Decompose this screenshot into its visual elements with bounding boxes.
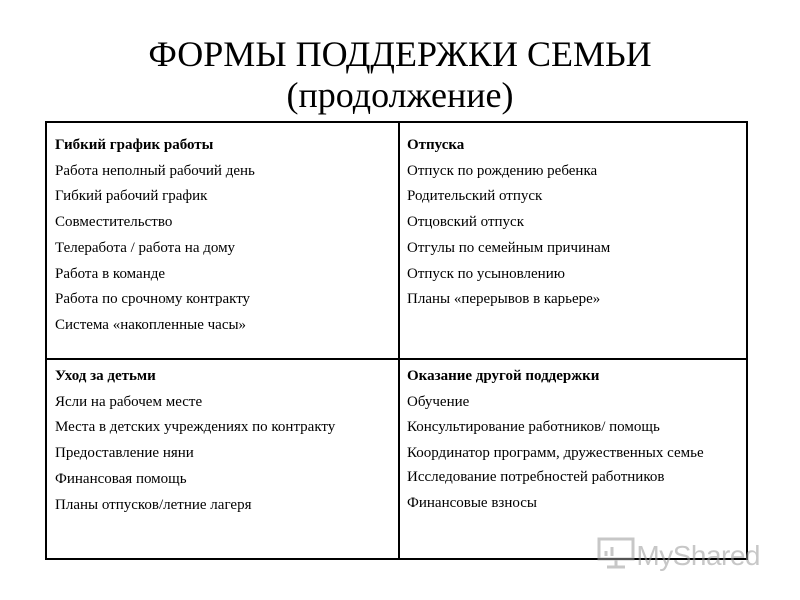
list-item: Совместительство (55, 214, 173, 231)
list-item: Система «накопленные часы» (55, 316, 247, 333)
list-item: Телеработа / работа на дому (55, 239, 236, 256)
list-item: Координатор программ, дружественных семье (407, 445, 704, 462)
list-item: Отпуск по рождению ребенка (407, 162, 598, 179)
list-item: Работа в команде (55, 265, 166, 282)
list-item: Работа неполный рабочий день (55, 162, 255, 179)
cell-leaves (398, 123, 748, 358)
slide-title (0, 34, 800, 116)
list-item: Отпуск по усыновлению (407, 265, 565, 282)
cell-list (55, 159, 388, 339)
list-item: Родительский отпуск (407, 188, 543, 205)
cell-list (407, 390, 738, 517)
list-item: Места в детских учреждениях по контракту (55, 419, 336, 436)
cell-heading: Уход за детьми (55, 368, 156, 384)
list-item: Отцовский отпуск (407, 214, 524, 231)
cell-list (55, 390, 388, 519)
list-item: Работа по срочному контракту (55, 291, 251, 308)
list-item: Ясли на рабочем месте (55, 393, 203, 410)
cell-heading: Гибкий график работы (55, 137, 214, 153)
slide-title-line-2: (продолжение) (286, 75, 514, 115)
list-item: Обучение (407, 393, 470, 410)
cell-flexible-schedule (47, 123, 398, 358)
list-item: Финансовые взносы (407, 494, 537, 511)
cell-heading: Оказание другой поддержки (407, 368, 600, 384)
list-item: Предоставление няни (55, 445, 194, 462)
list-item: Консультирование работников/ помощь (407, 419, 660, 436)
watermark-text: MyShared (636, 539, 760, 571)
list-item: Планы «перерывов в карьере» (407, 291, 601, 308)
cell-other-support (398, 358, 748, 558)
presentation-screen-icon (596, 536, 636, 575)
watermark (596, 536, 760, 575)
list-item: Финансовая помощь (55, 470, 187, 487)
list-item: Исследование потребностей работников (407, 469, 665, 486)
list-item: Гибкий рабочий график (55, 188, 208, 205)
support-forms-table (45, 121, 748, 560)
list-item: Планы отпусков/летние лагеря (55, 496, 252, 513)
cell-list (407, 159, 738, 313)
slide-title-line-1: ФОРМЫ ПОДДЕРЖКИ СЕМЬИ (148, 34, 652, 74)
cell-heading: Отпуска (407, 137, 465, 153)
cell-childcare (47, 358, 398, 558)
list-item: Отгулы по семейным причинам (407, 239, 611, 256)
